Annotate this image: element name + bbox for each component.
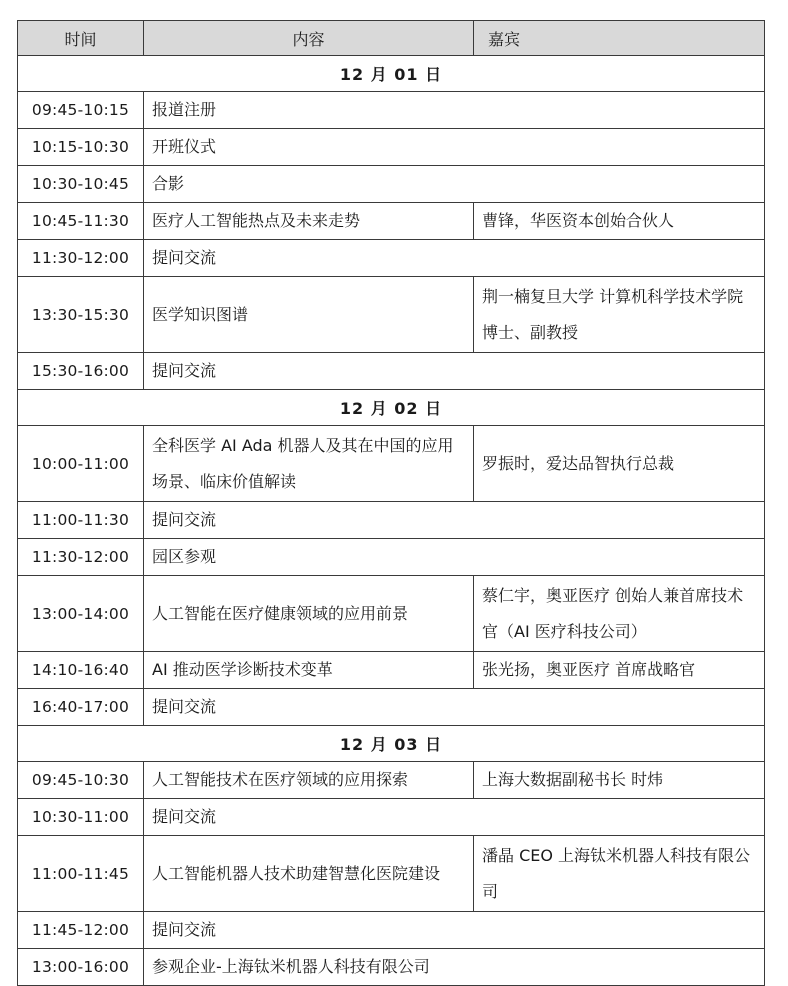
session-time: 11:00-11:30 [18,502,144,539]
session-content: 提问交流 [144,912,765,949]
session-content: 提问交流 [144,799,765,836]
session-content: 园区参观 [144,539,765,576]
schedule-row [18,277,765,353]
schedule-row [18,203,765,240]
session-content: 提问交流 [144,689,765,726]
session-content: 医学知识图谱 [144,277,474,353]
schedule-row [18,689,765,726]
day-date: 12 月 02 日 [18,390,765,426]
day-date: 12 月 01 日 [18,56,765,92]
schedule-row [18,912,765,949]
session-content: 人工智能机器人技术助建智慧化医院建设 [144,836,474,912]
header-content: 内容 [144,21,474,56]
session-guest: 罗振时，爱达品智执行总裁 [474,426,765,502]
schedule-row [18,799,765,836]
schedule-row [18,92,765,129]
session-guest: 上海大数据副秘书长 时炜 [474,762,765,799]
session-guest: 蔡仁宇，奥亚医疗 创始人兼首席技术官（AI 医疗科技公司） [474,576,765,652]
session-content: 开班仪式 [144,129,765,166]
schedule-row [18,353,765,390]
session-content: 报道注册 [144,92,765,129]
session-content: 提问交流 [144,502,765,539]
session-time: 11:30-12:00 [18,539,144,576]
session-time: 13:00-14:00 [18,576,144,652]
session-time: 10:00-11:00 [18,426,144,502]
session-content: 医疗人工智能热点及未来走势 [144,203,474,240]
session-content: 人工智能技术在医疗领域的应用探索 [144,762,474,799]
day-header-row [18,390,765,426]
session-time: 11:45-12:00 [18,912,144,949]
session-content: AI 推动医学诊断技术变革 [144,652,474,689]
session-time: 10:45-11:30 [18,203,144,240]
session-time: 11:30-12:00 [18,240,144,277]
session-time: 15:30-16:00 [18,353,144,390]
schedule-body [18,56,765,986]
session-content: 参观企业-上海钛米机器人科技有限公司 [144,949,765,986]
session-guest: 荆一楠复旦大学 计算机科学技术学院 博士、副教授 [474,277,765,353]
session-time: 09:45-10:30 [18,762,144,799]
schedule-row [18,576,765,652]
session-content: 提问交流 [144,353,765,390]
schedule-row [18,539,765,576]
day-header-row [18,726,765,762]
header-guest: 嘉宾 [474,21,765,56]
header-row [18,21,765,56]
session-content: 提问交流 [144,240,765,277]
session-time: 13:00-16:00 [18,949,144,986]
session-time: 14:10-16:40 [18,652,144,689]
schedule-row [18,502,765,539]
schedule-row [18,762,765,799]
schedule-row [18,129,765,166]
schedule-row [18,652,765,689]
session-guest: 曹锋，华医资本创始合伙人 [474,203,765,240]
session-time: 10:30-11:00 [18,799,144,836]
schedule-row [18,426,765,502]
session-time: 09:45-10:15 [18,92,144,129]
session-content: 合影 [144,166,765,203]
schedule-row [18,166,765,203]
schedule-row [18,240,765,277]
session-time: 10:30-10:45 [18,166,144,203]
session-time: 11:00-11:45 [18,836,144,912]
session-guest: 潘晶 CEO 上海钛米机器人科技有限公司 [474,836,765,912]
day-date: 12 月 03 日 [18,726,765,762]
session-guest: 张光扬，奥亚医疗 首席战略官 [474,652,765,689]
session-time: 10:15-10:30 [18,129,144,166]
session-time: 16:40-17:00 [18,689,144,726]
session-time: 13:30-15:30 [18,277,144,353]
session-content: 全科医学 AI Ada 机器人及其在中国的应用场景、临床价值解读 [144,426,474,502]
schedule-table [17,20,765,986]
day-header-row [18,56,765,92]
session-content: 人工智能在医疗健康领域的应用前景 [144,576,474,652]
header-time: 时间 [18,21,144,56]
schedule-row [18,836,765,912]
